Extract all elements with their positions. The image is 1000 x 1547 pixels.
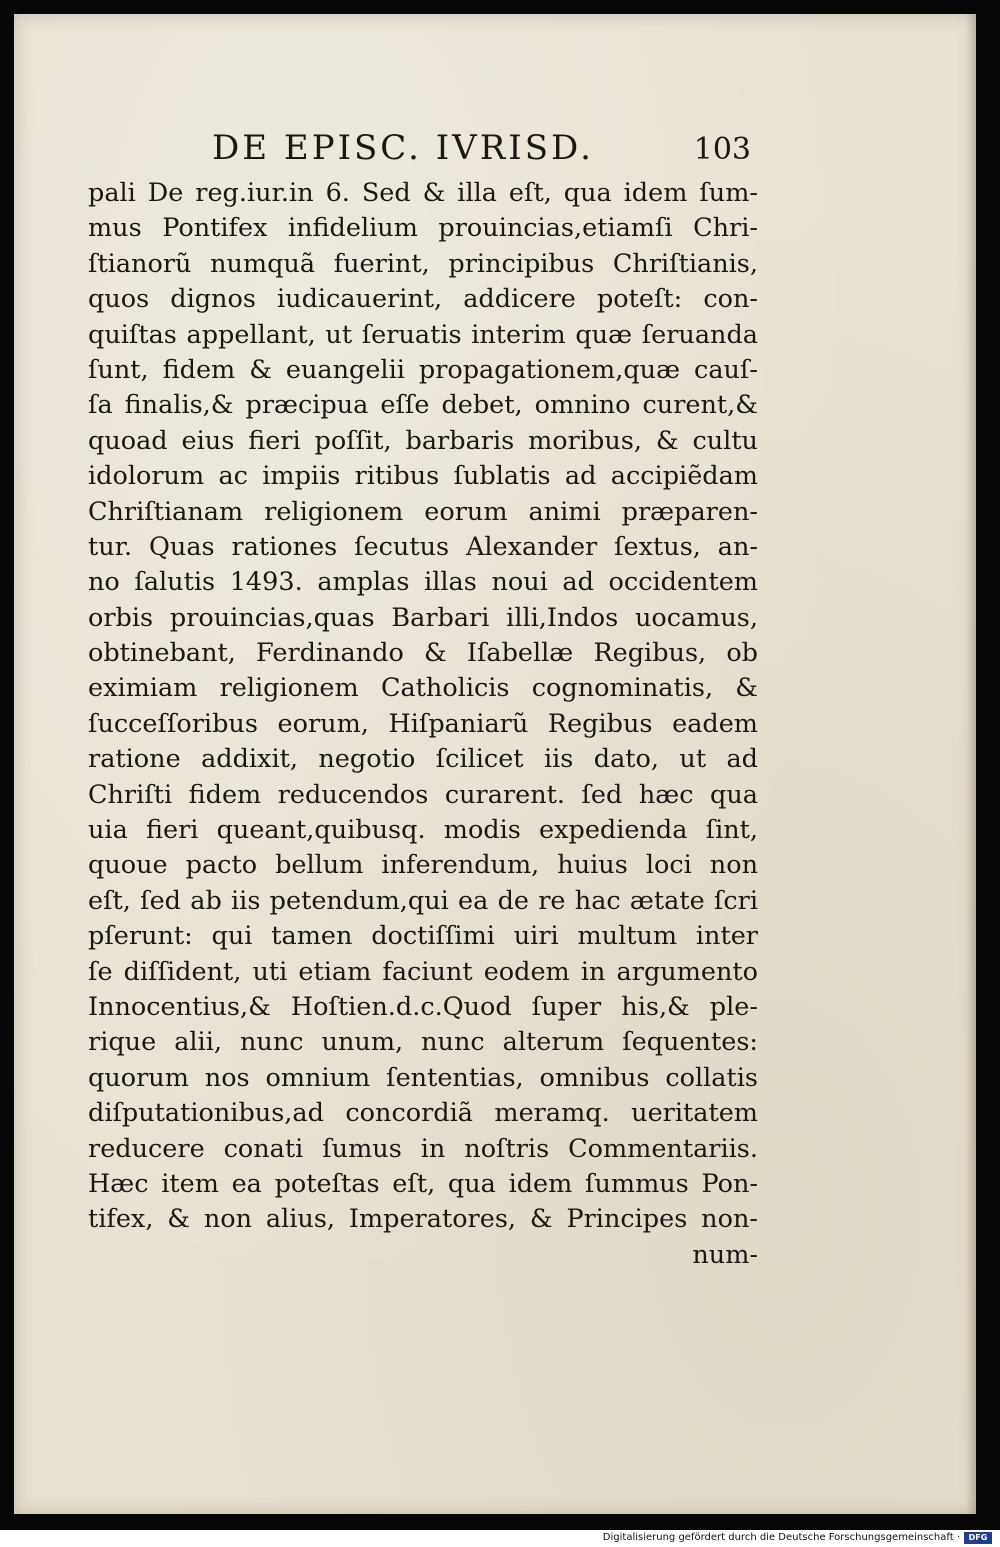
text-line: reducere conati ſumus in noſtris Commentariis. <box>88 1133 758 1164</box>
text-line: quiſtas appellant, ut ſeruatis interim quæ ſeruanda <box>88 319 758 350</box>
text-line: ratione addixit, negotio ſcilicet iis dato, ut ad <box>88 744 758 775</box>
text-line: no ſalutis 1493. amplas illas noui ad occidentem <box>88 567 758 598</box>
page-number: 103 <box>693 132 751 167</box>
body-text <box>88 176 758 1273</box>
text-line: tifex, & non alius, Imperatores, & Principes non- <box>88 1204 758 1235</box>
book-page <box>14 14 976 1514</box>
text-line: mus Pontifex infidelium prouincias,etiamſi Chri- <box>88 213 758 244</box>
text-line: quorum nos omnium ſententias, omnibus collatis <box>88 1062 758 1093</box>
text-line: ſa finalis,& præcipua eſſe debet, omnino curent,& <box>88 390 758 421</box>
text-line: eximiam religionem Catholicis cognominatis, & <box>88 673 758 704</box>
text-line: Innocentius,& Hoſtien.d.c.Quod ſuper his,& ple- <box>88 991 758 1022</box>
catchword: num- <box>692 1239 758 1270</box>
text-line: obtinebant, Ferdinando & Iſabellæ Regibus, ob <box>88 638 758 669</box>
text-line: tur. Quas rationes ſecutus Alexander ſextus, an- <box>88 531 758 562</box>
dfg-logo: DFG <box>964 1532 992 1544</box>
text-line: ſtianorũ numquã fuerint, principibus Chriſtianis, <box>88 248 758 279</box>
text-line: quoue pacto bellum inferendum, huius loci non <box>88 850 758 881</box>
text-line: quos dignos iudicauerint, addicere poteſt: con- <box>88 284 758 315</box>
digitization-credit: Digitalisierung gefördert durch die Deutsche Forschungsgemeinschaft · <box>602 1532 960 1543</box>
text-line: idolorum ac impiis ritibus ſublatis ad accipiẽdam <box>88 461 758 492</box>
text-line: eſt, ſed ab iis petendum,qui ea de re hac ætate ſcri <box>88 885 758 916</box>
text-line: Hæc item ea poteſtas eſt, qua idem ſummus Pon- <box>88 1168 758 1199</box>
text-line: Chriſtianam religionem eorum animi præparen- <box>88 496 758 527</box>
text-line: diſputationibus,ad concordiã meramq. ueritatem <box>88 1098 758 1129</box>
text-line: pſerunt: qui tamen doctiſſimi uiri multum inter <box>88 921 758 952</box>
text-line: Chriſti fidem reducendos curarent. ſed hæc qua <box>88 779 758 810</box>
page-header <box>194 126 759 170</box>
text-line: uia fieri queant,quibusq. modis expedienda ſint, <box>88 815 758 846</box>
page-edge-shadow <box>966 14 976 1514</box>
text-line: rique alii, nunc unum, nunc alterum ſequentes: <box>88 1027 758 1058</box>
text-line: ſe diſſident, uti etiam faciunt eodem in argumento <box>88 956 758 987</box>
running-head: DE EPISC. IVRISD. <box>212 128 594 168</box>
text-line: quoad eius fieri poſſit, barbaris moribus, & cultu <box>88 425 758 456</box>
text-line: ſucceſſoribus eorum, Hiſpaniarũ Regibus eadem <box>88 708 758 739</box>
text-line: orbis prouincias,quas Barbari illi,Indos uocamus, <box>88 602 758 633</box>
text-line: ſunt, fidem & euangelii propagationem,quæ cauſ- <box>88 354 758 385</box>
text-line: pali De reg.iur.in 6. Sed & illa eſt, qua idem ſum- <box>88 178 758 208</box>
